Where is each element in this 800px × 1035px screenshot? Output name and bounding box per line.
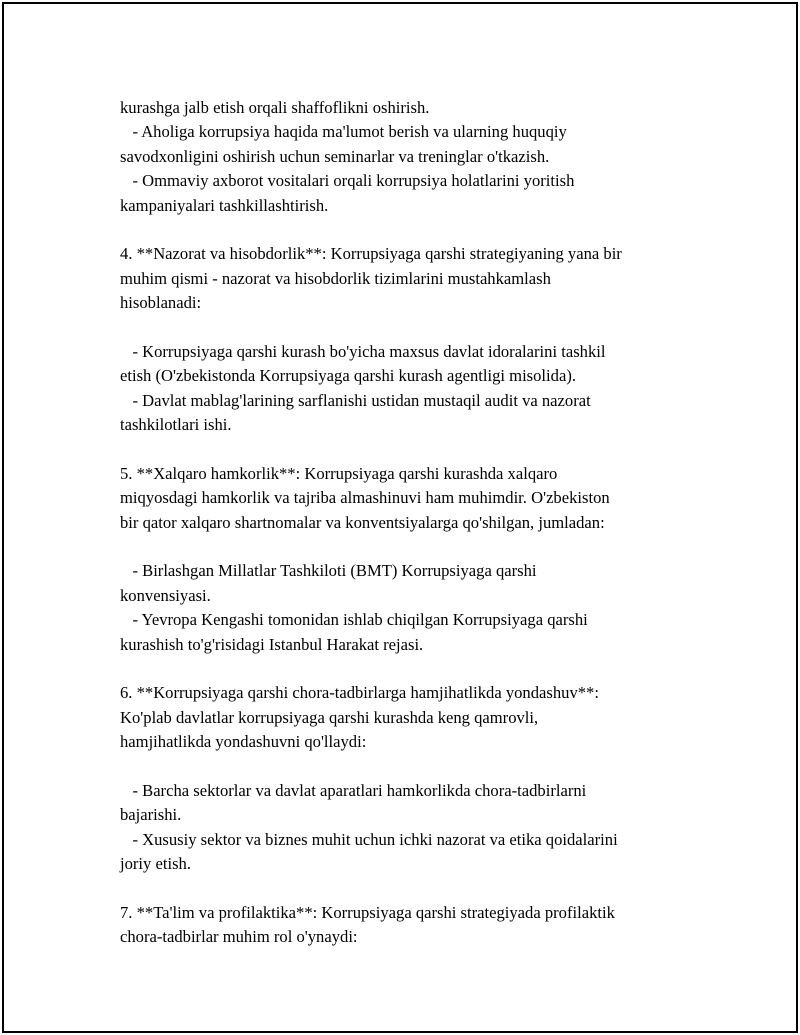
blank-line bbox=[120, 316, 720, 340]
text-line: savodxonligini oshirish uchun seminarlar va treninglar o'tkazish. bbox=[120, 146, 550, 166]
text-line: - Ommaviy axborot vositalari orqali korrupsiya holatlarini yoritish bbox=[120, 171, 575, 191]
text-line: konvensiyasi. bbox=[120, 585, 211, 605]
text-line: kampaniyalari tashkillashtirish. bbox=[120, 195, 329, 215]
blank-line bbox=[120, 218, 720, 242]
text-line: etish (O'zbekistonda Korrupsiyaga qarshi kurash agentligi misolida). bbox=[120, 366, 576, 386]
text-line: Ko'plab davlatlar korrupsiyaga qarshi kurashda keng qamrovli, bbox=[120, 707, 539, 727]
paragraph-section-4 bbox=[120, 242, 720, 315]
text-line: - Davlat mablag'larining sarflanishi ustidan mustaqil audit va nazorat bbox=[120, 390, 591, 410]
blank-line bbox=[120, 755, 720, 779]
paragraph-intro-list bbox=[120, 96, 720, 218]
text-line: chora-tadbirlar muhim rol o'ynaydi: bbox=[120, 927, 358, 947]
text-line: - Aholiga korrupsiya haqida ma'lumot berish va ularning huquqiy bbox=[120, 122, 567, 142]
text-line: kurashish to'g'risidagi Istanbul Harakat rejasi. bbox=[120, 634, 424, 654]
text-line: - Yevropa Kengashi tomonidan ishlab chiqilgan Korrupsiyaga qarshi bbox=[120, 610, 588, 630]
text-line: tashkilotlari ishi. bbox=[120, 415, 232, 435]
text-line: miqyosdagi hamkorlik va tajriba almashinuvi ham muhimdir. O'zbekiston bbox=[120, 488, 610, 508]
blank-line bbox=[120, 437, 720, 461]
paragraph-section-6-list bbox=[120, 779, 720, 877]
text-line: - Birlashgan Millatlar Tashkiloti (BMT) Korrupsiyaga qarshi bbox=[120, 561, 537, 581]
document-body bbox=[120, 96, 720, 950]
text-line: 6. **Korrupsiyaga qarshi chora-tadbirlarga hamjihatlikda yondashuv**: bbox=[120, 683, 599, 703]
text-line: - Barcha sektorlar va davlat aparatlari hamkorlikda chora-tadbirlarni bbox=[120, 780, 587, 800]
paragraph-section-7 bbox=[120, 901, 720, 950]
text-line: - Xususiy sektor va biznes muhit uchun ichki nazorat va etika qoidalarini bbox=[120, 829, 618, 849]
text-line: hisoblanadi: bbox=[120, 293, 202, 313]
text-line: kurashga jalb etish orqali shaffoflikni oshirish. bbox=[120, 98, 430, 117]
text-line: muhim qismi - nazorat va hisobdorlik tizimlarini mustahkamlash bbox=[120, 268, 551, 288]
page-frame bbox=[2, 2, 798, 1033]
paragraph-section-6 bbox=[120, 681, 720, 754]
text-line: joriy etish. bbox=[120, 854, 191, 874]
paragraph-section-5 bbox=[120, 462, 720, 535]
blank-line bbox=[120, 535, 720, 559]
paragraph-section-4-list bbox=[120, 340, 720, 438]
text-line: bir qator xalqaro shartnomalar va konventsiyalarga qo'shilgan, jumladan: bbox=[120, 512, 605, 532]
blank-line bbox=[120, 877, 720, 901]
text-line: hamjihatlikda yondashuvni qo'llaydi: bbox=[120, 732, 367, 752]
paragraph-section-5-list bbox=[120, 559, 720, 657]
text-line: 4. **Nazorat va hisobdorlik**: Korrupsiyaga qarshi strategiyaning yana bir bbox=[120, 244, 622, 264]
text-line: 7. **Ta'lim va profilaktika**: Korrupsiyaga qarshi strategiyada profilaktik bbox=[120, 902, 615, 922]
blank-line bbox=[120, 657, 720, 681]
text-line: bajarishi. bbox=[120, 805, 182, 825]
text-line: - Korrupsiyaga qarshi kurash bo'yicha maxsus davlat idoralarini tashkil bbox=[120, 341, 606, 361]
text-line: 5. **Xalqaro hamkorlik**: Korrupsiyaga qarshi kurashda xalqaro bbox=[120, 463, 558, 483]
